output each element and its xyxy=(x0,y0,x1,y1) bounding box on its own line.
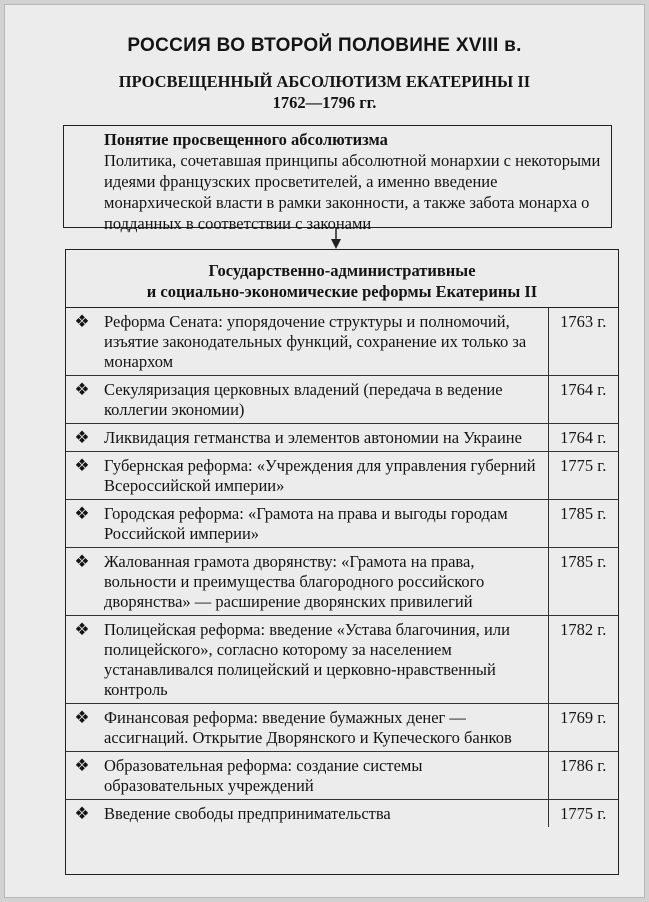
subtitle-line-1: ПРОСВЕЩЕННЫЙ АБСОЛЮТИЗМ ЕКАТЕРИНЫ II xyxy=(118,72,531,91)
diamond-bullet-icon: ❖ xyxy=(66,452,98,500)
reforms-heading-line-1: Государственно-административные xyxy=(208,261,476,280)
reforms-table xyxy=(66,308,618,827)
diamond-bullet-icon: ❖ xyxy=(74,804,90,823)
subtitle xyxy=(5,71,644,113)
reform-description: Городская реформа: «Грамота на права и выгоды городам Российской империи» xyxy=(98,500,548,548)
main-title: РОССИЯ ВО ВТОРОЙ ПОЛОВИНЕ XVIII в. xyxy=(127,35,522,56)
reform-row xyxy=(66,500,618,548)
diamond-bullet-icon: ❖ xyxy=(66,308,98,376)
reform-description: Секуляризация церковных владений (передача в ведение коллегии экономии) xyxy=(98,376,548,424)
diamond-bullet-icon: ❖ xyxy=(66,752,98,800)
diamond-bullet-icon: ❖ xyxy=(66,500,98,548)
reform-row xyxy=(66,800,618,828)
down-arrow-icon xyxy=(330,227,342,249)
diamond-bullet-icon: ❖ xyxy=(66,424,98,452)
reform-row xyxy=(66,424,618,452)
reform-year: 1764 г. xyxy=(548,424,618,452)
diamond-bullet-icon: ❖ xyxy=(66,704,98,752)
reform-row xyxy=(66,752,618,800)
reform-year: 1782 г. xyxy=(548,616,618,704)
concept-box xyxy=(63,125,612,233)
reform-year: 1764 г. xyxy=(548,376,618,424)
concept-heading: Понятие просвещенного абсолютизма xyxy=(104,130,388,149)
reform-row xyxy=(66,452,618,500)
reform-description: Введение свободы предпринимательства xyxy=(104,804,391,823)
reform-year: 1785 г. xyxy=(548,500,618,548)
concept-definition: Политика, сочетавшая принципы абсолютной монархии с некоторыми идеями французских просветителей, а именно введение монархической власти в рамки законности, а также забота монарха о подданных в соответствии с законами xyxy=(104,151,601,233)
reform-row xyxy=(66,308,618,376)
document-page xyxy=(4,4,645,898)
reform-description: Образовательная реформа: создание системы образовательных учреждений xyxy=(98,752,548,800)
reforms-heading xyxy=(66,250,618,308)
reform-year: 1786 г. xyxy=(548,752,618,800)
reform-row xyxy=(66,548,618,616)
reforms-heading-line-2: и социально-экономические реформы Екатерины II xyxy=(146,282,538,301)
reform-description: Полицейская реформа: введение «Устава благочиния, или полицейского», согласно которому за населением устанавливался полицейский и церковно-нравственный контроль xyxy=(98,616,548,704)
reform-year: 1775 г. xyxy=(548,452,618,500)
reform-year: 1769 г. xyxy=(548,704,618,752)
diamond-bullet-icon: ❖ xyxy=(66,376,98,424)
reform-description: Финансовая реформа: введение бумажных денег — ассигнаций. Открытие Дворянского и Купеческого банков xyxy=(98,704,548,752)
diamond-bullet-icon: ❖ xyxy=(66,616,98,704)
reform-row xyxy=(66,704,618,752)
reform-description: Реформа Сената: упорядочение структуры и полномочий, изъятие законодательных функций, сохранение их только за монархом xyxy=(98,308,548,376)
diamond-bullet-icon: ❖ xyxy=(66,548,98,616)
reform-row xyxy=(66,616,618,704)
reform-year: 1775 г. xyxy=(548,800,618,828)
reform-description: Губернская реформа: «Учреждения для управления губерний Всероссийской империи» xyxy=(98,452,548,500)
reform-description: Жалованная грамота дворянству: «Грамота на права, вольности и преимущества благородного российского дворянства» — расширение дворянских привилегий xyxy=(98,548,548,616)
reform-description: Ликвидация гетманства и элементов автономии на Украине xyxy=(98,424,548,452)
reform-row xyxy=(66,376,618,424)
reform-year: 1785 г. xyxy=(548,548,618,616)
subtitle-dates: 1762—1796 гг. xyxy=(272,93,377,112)
reform-year: 1763 г. xyxy=(548,308,618,376)
reforms-box xyxy=(65,249,619,875)
